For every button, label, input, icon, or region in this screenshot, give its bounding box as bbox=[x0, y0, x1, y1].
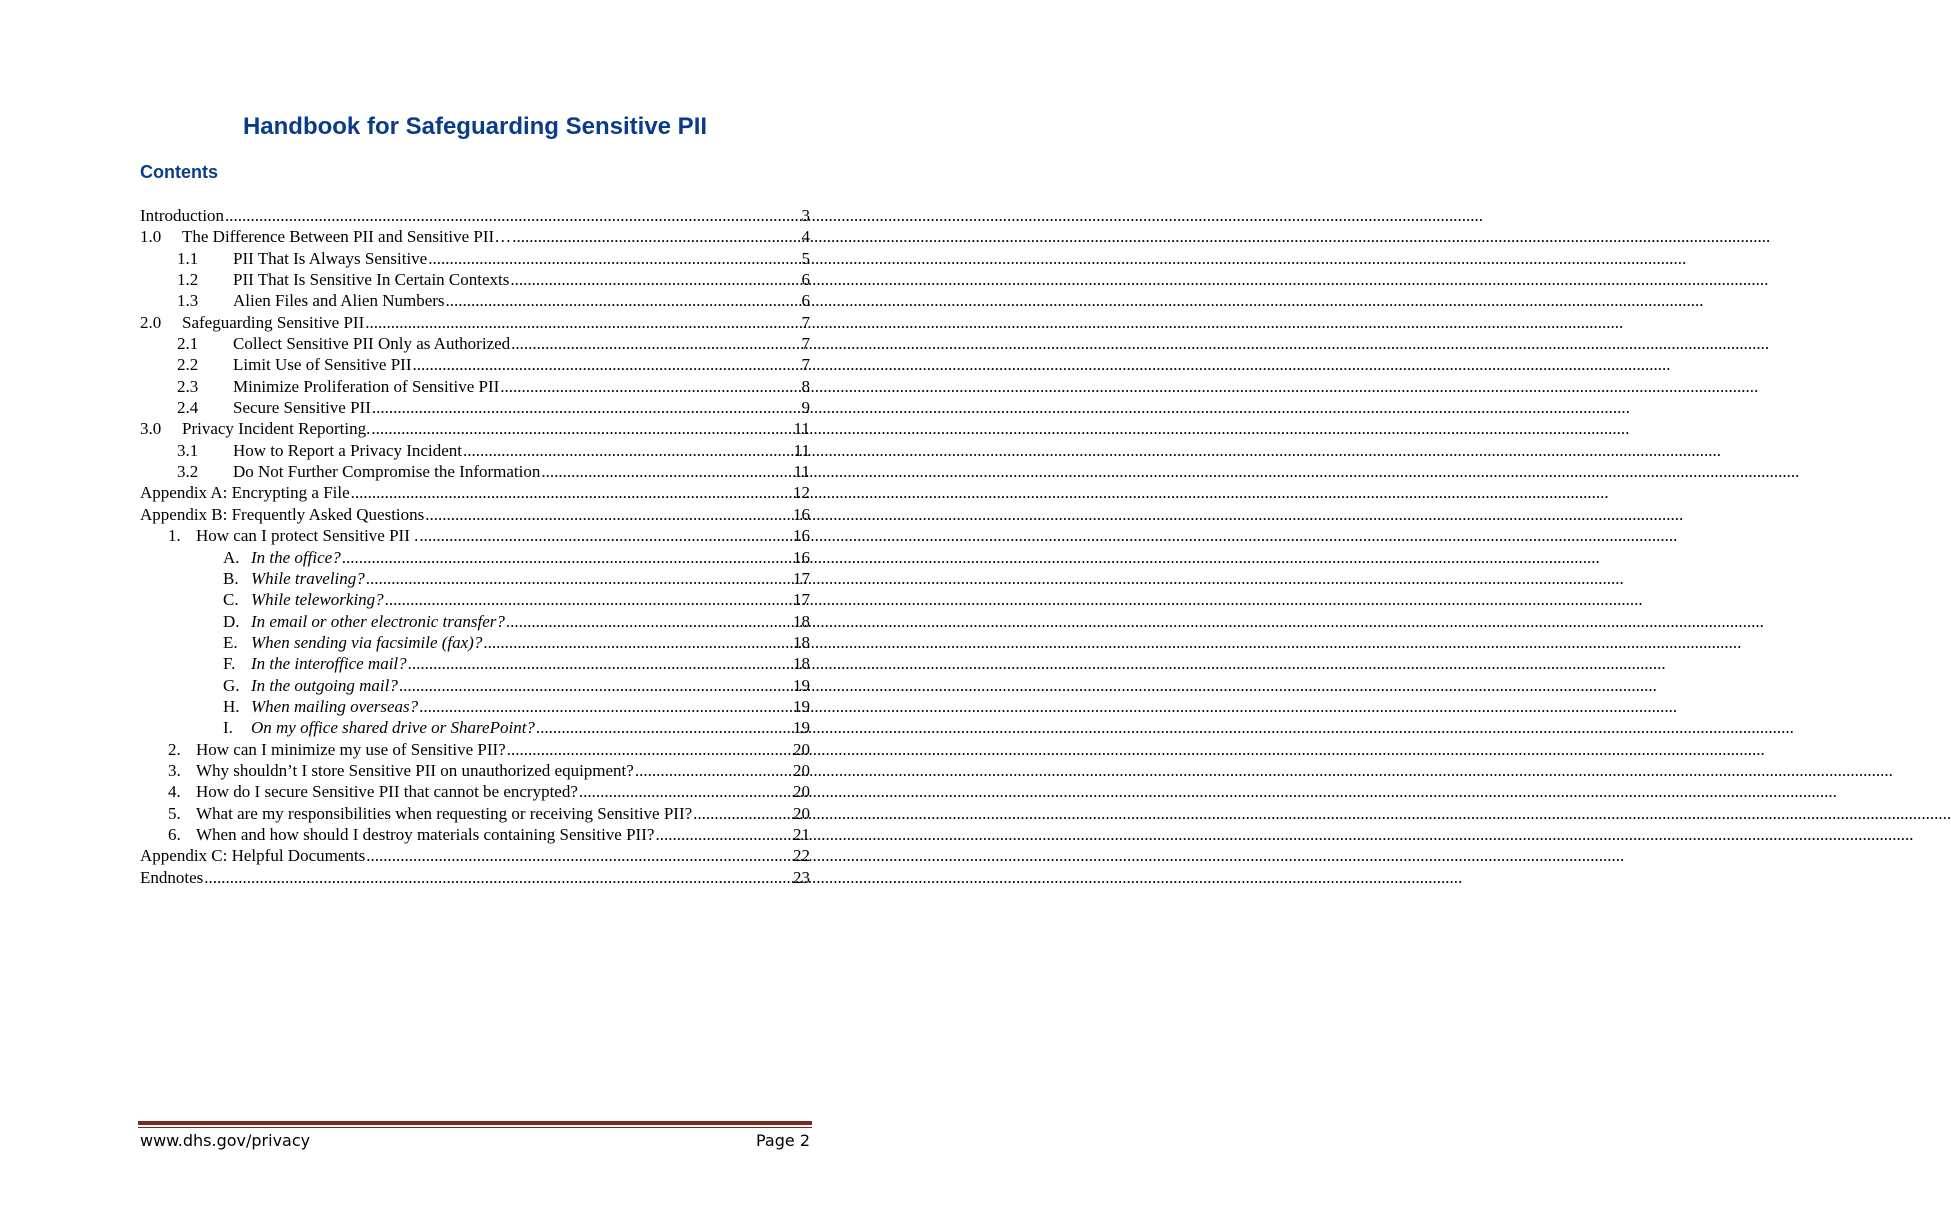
toc-entry-page: 12 bbox=[793, 483, 810, 503]
toc-entry-number: 1.2 bbox=[177, 270, 199, 290]
toc-dot-leader bbox=[371, 397, 802, 418]
toc-dot-leader bbox=[654, 824, 793, 845]
toc-dot-leader bbox=[499, 376, 801, 397]
toc-entry-page: 19 bbox=[793, 675, 810, 695]
toc-entry-number: I. bbox=[223, 718, 233, 738]
toc-entry-label: Endnotes bbox=[140, 867, 204, 887]
toc-entry[interactable] bbox=[140, 333, 810, 354]
toc-entry-label: While teleworking? bbox=[251, 590, 384, 610]
toc-entry-page: 19 bbox=[793, 718, 810, 738]
toc-entry-number: F. bbox=[223, 654, 236, 674]
toc-entry-number: 6. bbox=[168, 824, 181, 844]
toc-entry-page: 18 bbox=[793, 632, 810, 652]
toc-entry[interactable] bbox=[140, 547, 810, 568]
toc-dot-leader bbox=[462, 440, 794, 461]
toc-entry-page: 11 bbox=[793, 440, 810, 460]
toc-dot-leader bbox=[418, 696, 793, 717]
toc-dot-leader bbox=[510, 333, 801, 354]
toc-entry-page: 22 bbox=[793, 846, 810, 866]
toc-entry-page: 5 bbox=[801, 248, 810, 268]
toc-entry-number: 2. bbox=[168, 739, 181, 759]
toc-entry[interactable] bbox=[140, 440, 810, 461]
toc-entry-number: 1.1 bbox=[177, 248, 199, 268]
toc-entry[interactable] bbox=[140, 312, 810, 333]
toc-entry-number: D. bbox=[223, 611, 240, 631]
toc-dot-leader bbox=[540, 461, 793, 482]
toc-entry[interactable] bbox=[140, 589, 810, 610]
toc-entry-number: 5. bbox=[168, 803, 181, 823]
toc-entry-number: 3. bbox=[168, 760, 181, 780]
toc-entry-label: In email or other electronic transfer? bbox=[251, 611, 505, 631]
toc-entry-label: In the office? bbox=[251, 547, 341, 567]
toc-entry-number: 3.2 bbox=[177, 462, 199, 482]
toc-entry-page: 20 bbox=[793, 782, 810, 802]
toc-entry[interactable] bbox=[140, 504, 810, 525]
toc-entry-label: Why shouldn’t I store Sensitive PII on unauthorized equipment? bbox=[196, 760, 634, 780]
toc-entry-label: Appendix A: Encrypting a File bbox=[140, 483, 350, 503]
toc-entry-label: Do Not Further Compromise the Information bbox=[233, 462, 541, 482]
toc-entry-number: B. bbox=[223, 568, 239, 588]
toc-entry-page: 20 bbox=[793, 760, 810, 780]
toc-entry-page: 6 bbox=[801, 270, 810, 290]
toc-dot-leader bbox=[511, 226, 801, 247]
toc-dot-leader bbox=[224, 205, 801, 226]
toc-dot-leader bbox=[384, 589, 793, 610]
toc-entry-label: On my office shared drive or SharePoint? bbox=[251, 718, 535, 738]
toc-entry-label: Secure Sensitive PII bbox=[233, 398, 371, 418]
toc-entry-number: E. bbox=[223, 632, 238, 652]
toc-entry-label: When mailing overseas? bbox=[251, 696, 419, 716]
toc-entry[interactable] bbox=[140, 696, 810, 717]
toc-entry-number: 2.3 bbox=[177, 376, 199, 396]
footer-divider-thin bbox=[138, 1127, 812, 1128]
toc-entry-label: Alien Files and Alien Numbers bbox=[233, 291, 445, 311]
toc-dot-leader bbox=[634, 760, 793, 781]
toc-entry[interactable] bbox=[140, 845, 810, 866]
footer-divider bbox=[138, 1121, 812, 1125]
toc-entry[interactable] bbox=[140, 568, 810, 589]
toc-dot-leader bbox=[418, 525, 793, 546]
toc-entry[interactable] bbox=[140, 760, 810, 781]
toc-entry-label: When and how should I destroy materials containing Sensitive PII? bbox=[196, 824, 655, 844]
toc-dot-leader bbox=[407, 653, 793, 674]
toc-entry-page: 8 bbox=[801, 376, 810, 396]
toc-entry-label: Appendix C: Helpful Documents bbox=[140, 846, 366, 866]
toc-entry-page: 11 bbox=[793, 462, 810, 482]
toc-entry-page: 11 bbox=[793, 419, 810, 439]
toc-entry-page: 17 bbox=[793, 590, 810, 610]
toc-entry-page: 16 bbox=[793, 526, 810, 546]
toc-entry-page: 18 bbox=[793, 611, 810, 631]
toc-entry-number: 2.4 bbox=[177, 398, 199, 418]
toc-entry-number: C. bbox=[223, 590, 239, 610]
toc-entry-page: 16 bbox=[793, 504, 810, 524]
toc-entry[interactable] bbox=[140, 781, 810, 802]
toc-dot-leader bbox=[482, 632, 793, 653]
toc-entry-page: 18 bbox=[793, 654, 810, 674]
toc-entry-label: PII That Is Always Sensitive bbox=[233, 248, 428, 268]
toc-entry-label: The Difference Between PII and Sensitive PII… bbox=[182, 227, 512, 247]
toc-entry-label: Safeguarding Sensitive PII bbox=[182, 312, 365, 332]
toc-dot-leader bbox=[370, 418, 793, 439]
toc-entry-label: How can I protect Sensitive PII . bbox=[196, 526, 419, 546]
toc-entry-number: 1.3 bbox=[177, 291, 199, 311]
toc-entry[interactable] bbox=[140, 824, 810, 845]
toc-entry-page: 19 bbox=[793, 696, 810, 716]
toc-entry-page: 21 bbox=[793, 824, 810, 844]
toc-dot-leader bbox=[445, 290, 802, 311]
toc-entry-page: 20 bbox=[793, 803, 810, 823]
footer-page-number: Page 2 bbox=[756, 1131, 810, 1150]
footer-url[interactable]: www.dhs.gov/privacy bbox=[140, 1131, 311, 1150]
toc-entry-page: 3 bbox=[801, 206, 810, 225]
toc-dot-leader bbox=[365, 568, 793, 589]
toc-entry-number: 1.0 bbox=[140, 227, 162, 247]
toc-dot-leader bbox=[365, 845, 793, 866]
toc-dot-leader bbox=[398, 675, 793, 696]
toc-entry[interactable] bbox=[140, 525, 810, 546]
toc-entry[interactable] bbox=[140, 461, 810, 482]
toc-entry-number: 2.0 bbox=[140, 312, 162, 332]
toc-entry[interactable] bbox=[140, 611, 810, 632]
toc-entry-page: 9 bbox=[801, 398, 810, 418]
toc-entry-page: 7 bbox=[801, 334, 810, 354]
toc-entry-page: 23 bbox=[793, 867, 810, 887]
toc-entry-label: In the outgoing mail? bbox=[251, 675, 398, 695]
toc-entry-number: 2.2 bbox=[177, 355, 199, 375]
toc-entry-label: In the interoffice mail? bbox=[251, 654, 407, 674]
toc-entry[interactable] bbox=[140, 205, 810, 226]
toc-entry[interactable] bbox=[140, 397, 810, 418]
toc-dot-leader bbox=[578, 781, 793, 802]
toc-entry[interactable] bbox=[140, 653, 810, 674]
toc-dot-leader bbox=[505, 611, 793, 632]
toc-entry-page: 7 bbox=[801, 355, 810, 375]
document-title: Handbook for Safeguarding Sensitive PII bbox=[242, 113, 708, 140]
toc-entry[interactable] bbox=[140, 717, 810, 738]
toc-entry-page: 16 bbox=[793, 547, 810, 567]
toc-entry-number: H. bbox=[223, 696, 240, 716]
toc-entry-number: 2.1 bbox=[177, 334, 199, 354]
toc-entry-page: 20 bbox=[793, 739, 810, 759]
toc-entry-label: Minimize Proliferation of Sensitive PII bbox=[233, 376, 500, 396]
toc-dot-leader bbox=[203, 867, 793, 888]
toc-entry-number: 3.0 bbox=[140, 419, 162, 439]
toc-dot-leader bbox=[364, 312, 801, 333]
toc-entry[interactable] bbox=[140, 269, 810, 290]
toc-dot-leader bbox=[427, 248, 801, 269]
toc-entry-label: Appendix B: Frequently Asked Questions bbox=[140, 504, 425, 524]
toc-entry[interactable] bbox=[140, 248, 810, 269]
toc-entry-page: 17 bbox=[793, 568, 810, 588]
toc-dot-leader bbox=[341, 547, 793, 568]
toc-entry-label: When sending via facsimile (fax)? bbox=[251, 632, 483, 652]
toc-dot-leader bbox=[411, 354, 801, 375]
contents-heading: Contents bbox=[140, 162, 218, 182]
toc-entry-label: While traveling? bbox=[251, 568, 365, 588]
toc-entry-label: Introduction bbox=[140, 206, 225, 225]
toc-entry-label: Collect Sensitive PII Only as Authorized bbox=[233, 334, 511, 354]
toc-entry[interactable] bbox=[140, 376, 810, 397]
toc-entry[interactable] bbox=[140, 803, 810, 824]
toc-entry[interactable] bbox=[140, 739, 810, 760]
toc-entry-number: 3.1 bbox=[177, 440, 199, 460]
toc-entry-label: Privacy Incident Reporting. bbox=[182, 419, 371, 439]
toc-entry-label: What are my responsibilities when requesting or receiving Sensitive PII? bbox=[196, 803, 693, 823]
toc-dot-leader bbox=[535, 717, 793, 738]
toc-entry-page: 6 bbox=[801, 291, 810, 311]
toc-entry-page: 4 bbox=[801, 227, 810, 247]
toc-entry-page: 7 bbox=[801, 312, 810, 332]
table-of-contents bbox=[140, 205, 810, 888]
toc-entry-label: Limit Use of Sensitive PII bbox=[233, 355, 412, 375]
toc-entry-number: G. bbox=[223, 675, 240, 695]
toc-entry[interactable] bbox=[140, 354, 810, 375]
toc-entry-number: 4. bbox=[168, 782, 181, 802]
toc-entry-number: 1. bbox=[168, 526, 181, 546]
toc-entry[interactable] bbox=[140, 482, 810, 503]
toc-entry-number: A. bbox=[223, 547, 240, 567]
toc-entry-label: PII That Is Sensitive In Certain Contexts bbox=[233, 270, 510, 290]
toc-dot-leader bbox=[350, 482, 793, 503]
toc-entry[interactable] bbox=[140, 632, 810, 653]
toc-entry[interactable] bbox=[140, 226, 810, 247]
toc-entry-label: How can I minimize my use of Sensitive PII? bbox=[196, 739, 506, 759]
toc-entry[interactable] bbox=[140, 867, 810, 888]
toc-entry[interactable] bbox=[140, 290, 810, 311]
toc-dot-leader bbox=[692, 803, 793, 824]
toc-entry-label: How do I secure Sensitive PII that cannot be encrypted? bbox=[196, 782, 578, 802]
toc-dot-leader bbox=[509, 269, 801, 290]
toc-entry[interactable] bbox=[140, 675, 810, 696]
toc-entry[interactable] bbox=[140, 418, 810, 439]
toc-dot-leader bbox=[424, 504, 793, 525]
toc-dot-leader bbox=[506, 739, 793, 760]
toc-entry-label: How to Report a Privacy Incident bbox=[233, 440, 462, 460]
